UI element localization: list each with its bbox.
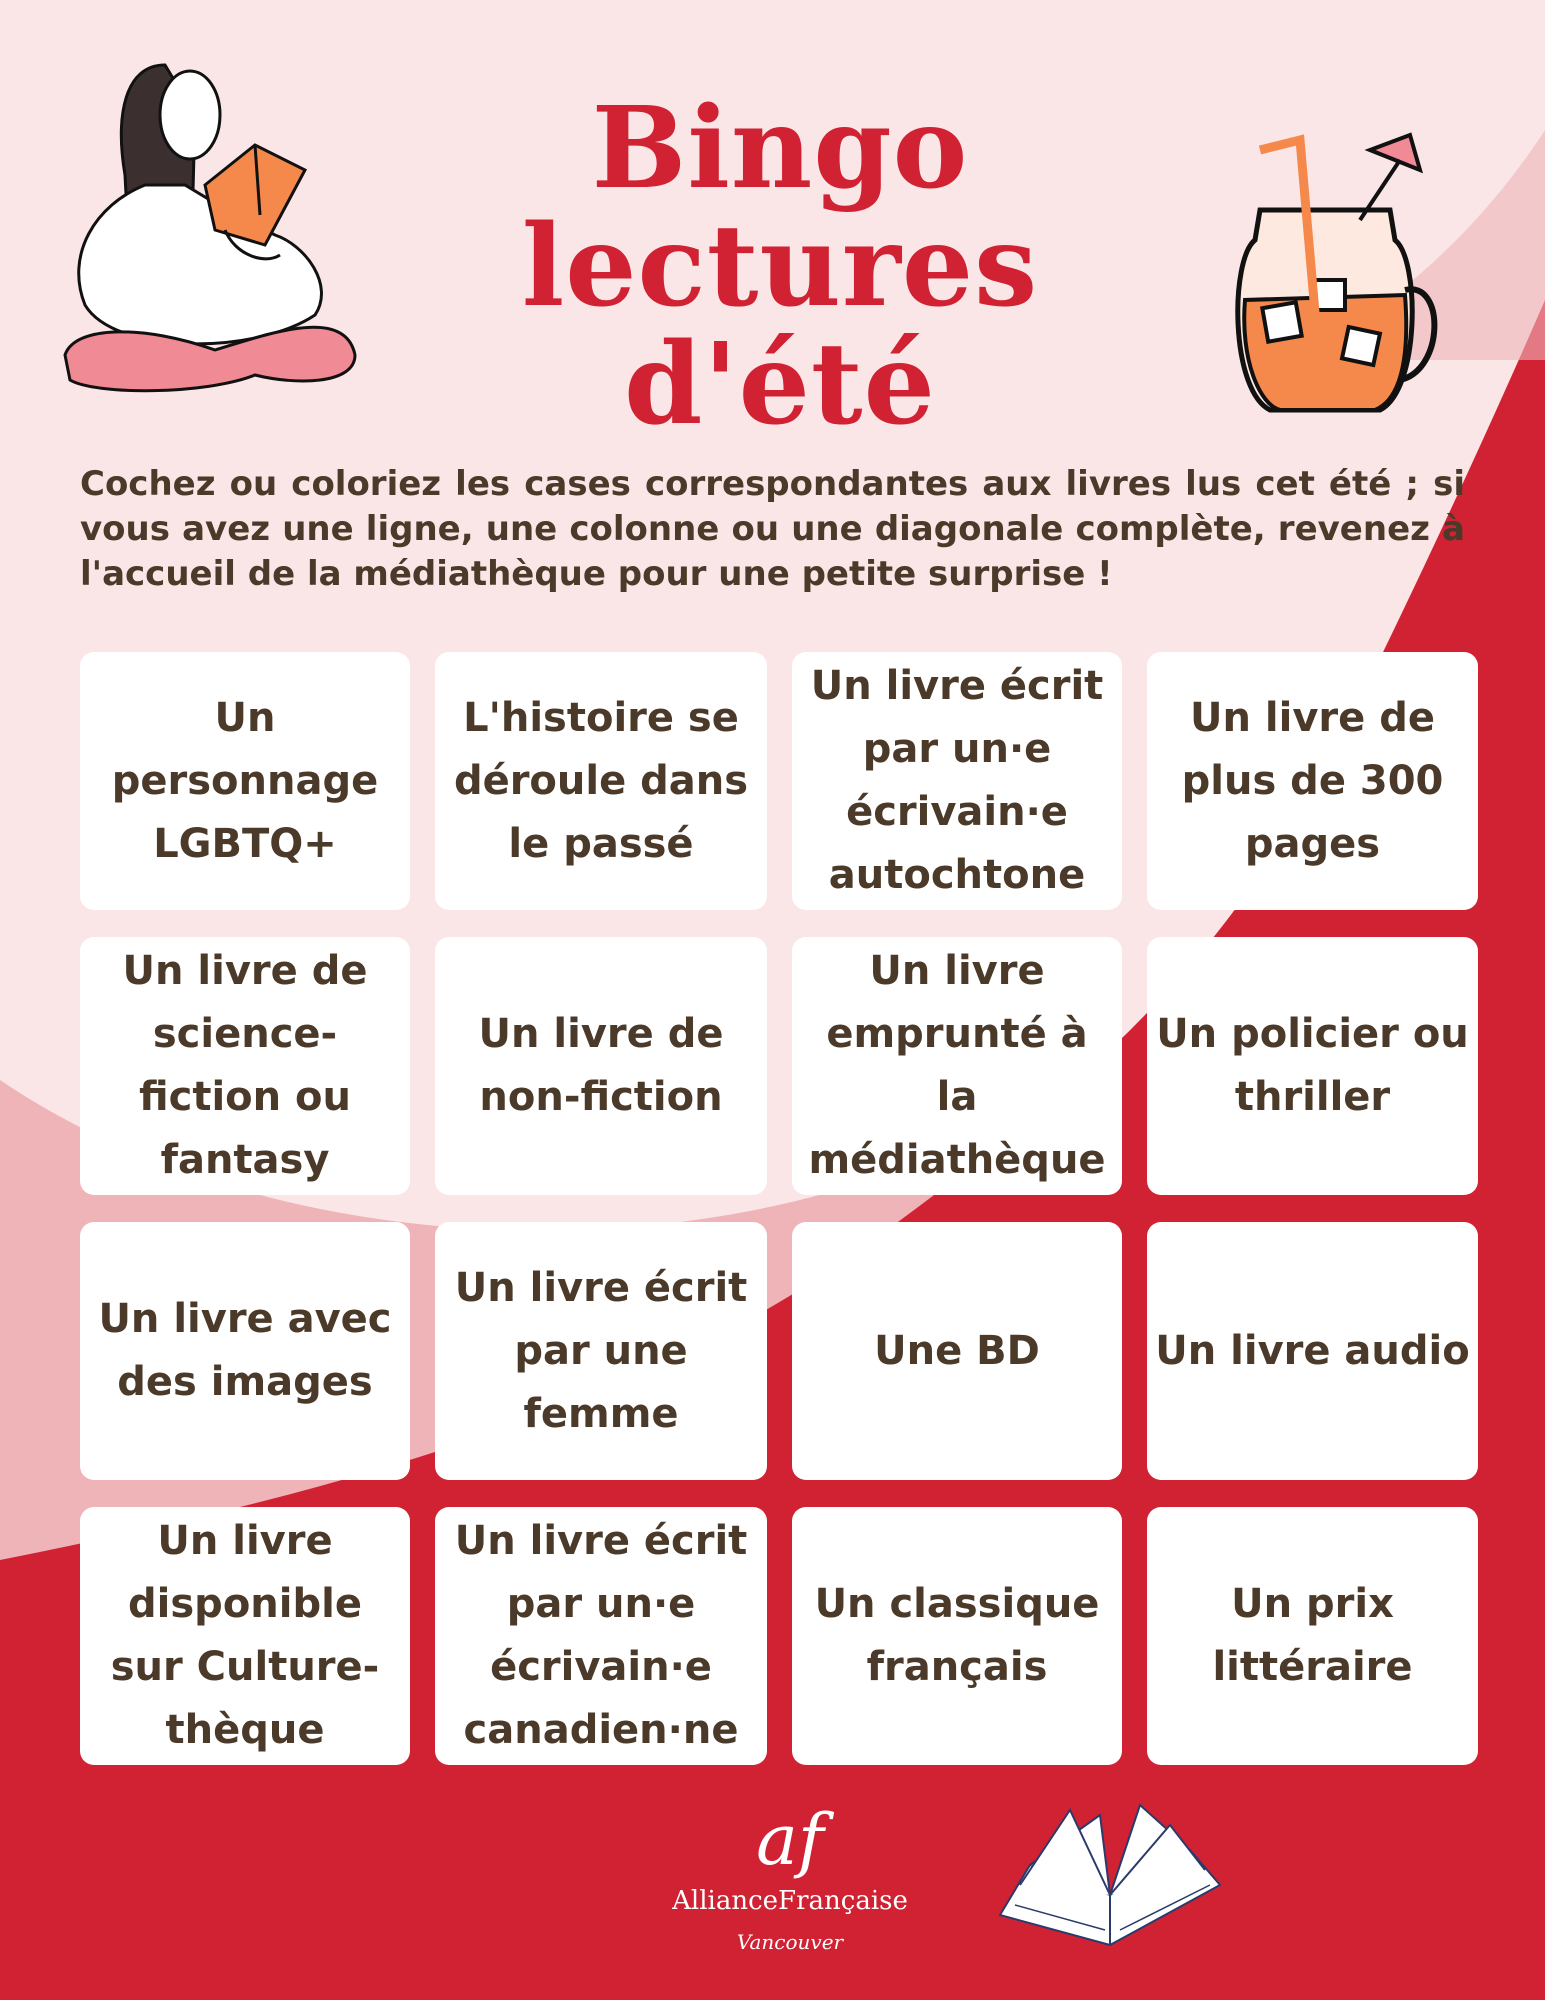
bingo-cell[interactable]: Un policier ou thriller (1147, 937, 1478, 1195)
bingo-cell[interactable]: Un livre écrit par un·e écrivain·e autochtone (792, 652, 1122, 910)
woman-reading-icon (55, 55, 365, 415)
bingo-cell[interactable]: Un livre écrit par un·e écrivain·e canadien·ne (435, 1507, 767, 1765)
title-line-3: d'été (624, 319, 936, 450)
title-line-2: lectures (521, 201, 1039, 332)
bingo-cell[interactable]: Un livre emprunté à la médiathèque (792, 937, 1122, 1195)
bingo-cell[interactable]: Un classique français (792, 1507, 1122, 1765)
alliance-francaise-logo (640, 1800, 940, 1954)
bingo-grid (80, 652, 1478, 1765)
title-line-1: Bingo (591, 83, 969, 214)
bingo-cell[interactable]: Un livre écrit par une femme (435, 1222, 767, 1480)
intro-instructions: Cochez ou coloriez les cases correspondantes aux livres lus cet été ; si vous avez une ligne, une colonne ou une diagonale complète, revenez à l'accueil de la médiathèque pour une petite surprise ! (80, 464, 1465, 594)
logo-mark: af (756, 1799, 824, 1881)
bingo-cell[interactable]: Un livre audio (1147, 1222, 1478, 1480)
iced-drink-jar-icon (1220, 130, 1450, 430)
bingo-cell[interactable]: Un livre de non-fiction (435, 937, 767, 1195)
logo-name: AllianceFrançaise (672, 1886, 908, 1916)
page-title (420, 83, 1140, 450)
bingo-cell[interactable]: Une BD (792, 1222, 1122, 1480)
open-book-icon (990, 1795, 1230, 1970)
bingo-cell[interactable]: L'histoire se déroule dans le passé (435, 652, 767, 910)
bingo-cell[interactable]: Un prix littéraire (1147, 1507, 1478, 1765)
bingo-cell[interactable]: Un personnage LGBTQ+ (80, 652, 410, 910)
bingo-cell[interactable]: Un livre de plus de 300 pages (1147, 652, 1478, 910)
bingo-cell[interactable]: Un livre avec des images (80, 1222, 410, 1480)
bingo-cell[interactable]: Un livre disponible sur Culture-thèque (80, 1507, 410, 1765)
logo-city: Vancouver (736, 1930, 844, 1954)
bingo-cell[interactable]: Un livre de science-fiction ou fantasy (80, 937, 410, 1195)
